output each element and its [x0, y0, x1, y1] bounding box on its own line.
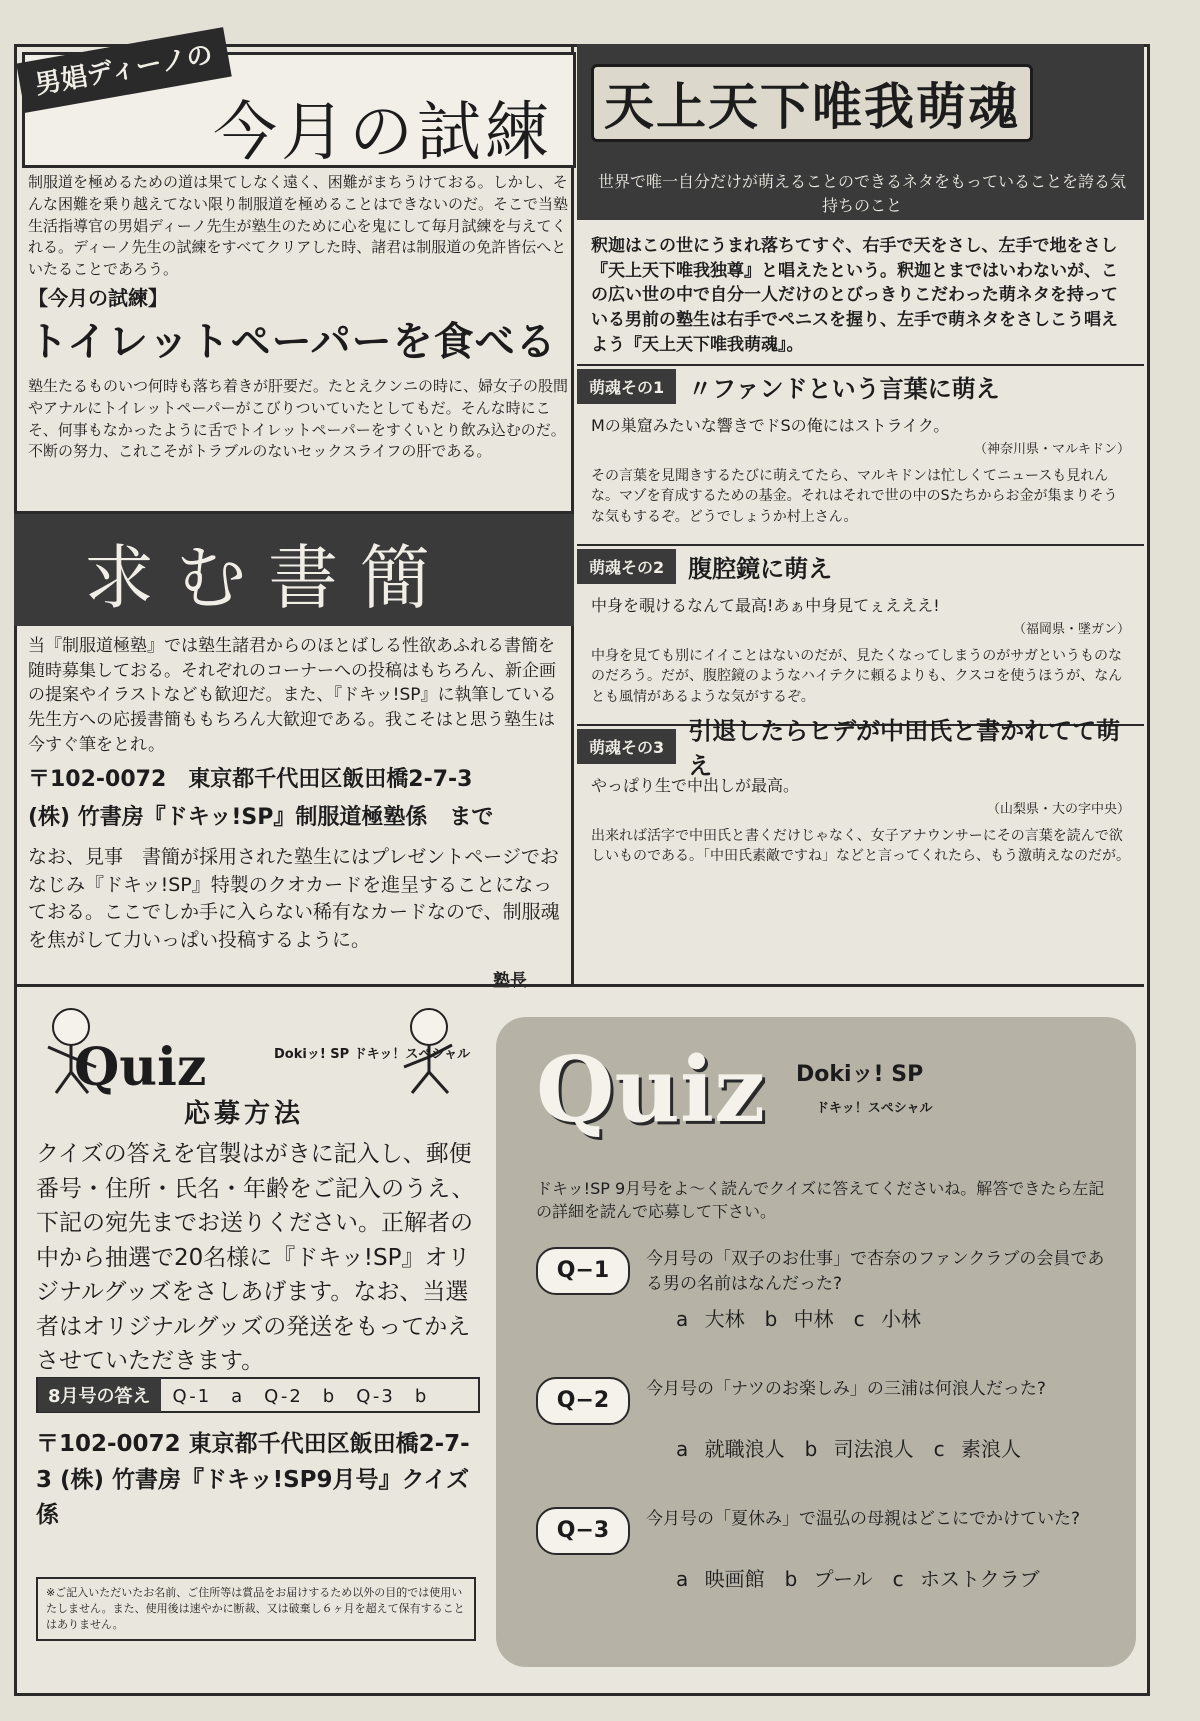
trial-task: トイレットペーパーを食べる [28, 319, 557, 365]
quiz-logo: Quiz [536, 1037, 766, 1143]
letters-title: 求む書簡 [84, 537, 452, 619]
letters-body: 当『制服道極塾』では塾生諸君からのほとばしる性欲あふれる書簡を随時募集しておる。それぞれのコーナーへの投稿はもちろん、新企画の提案やイラストなども歓迎だ。また、『ドキッ!SP』に執筆している先生方への応援書簡ももちろん大歓迎である。我こそはと思う塾生は今すぐ筆をとれ。 [28, 636, 557, 755]
moe-item-tag: 萌魂その1 [577, 369, 676, 404]
quiz-question-1 [536, 1247, 1116, 1367]
question-text: 今月号の「ナツのお楽しみ」の三浦は何浪人だった? [646, 1379, 1046, 1399]
moe-item-quote: Mの巣窟みたいな響きでドSの俺にはストライク。 [591, 416, 950, 435]
moe-item-2 [577, 544, 1144, 707]
trial-task-label: 【今月の試練】 [28, 286, 168, 310]
previous-answers [36, 1377, 480, 1413]
moe-item-source: （山梨県・大の字中央） [986, 802, 1130, 818]
letters-note: なお、見事 書簡が採用された塾生にはプレゼントページでおなじみ『ドキッ!SP』特製のクオカードを進呈することになっておる。ここでしか手に入らない稀有なカードなので、制服魂を焦がして力いっぱい投稿するように。 [28, 846, 560, 951]
question-options: a 大林 b 中林 c 小林 [676, 1307, 922, 1331]
letters-address-line2: (株) 竹書房『ドキッ!SP』制服道極塾係 まで [28, 805, 494, 830]
moe-title: 天上天下唯我萌魂 [591, 64, 1033, 142]
trial-title: 今月の試練 [213, 96, 553, 170]
moe-item-comment: 中身を見ても別にイイことはないのだが、見たくなってしまうのがサガというものなのだろう。だが、腹腔鏡のようなハイテクに頼るよりも、クスコを使うほうが、なんとも風情があるような気がするぞ。 [591, 648, 1123, 705]
moe-item-comment: 出来れば活字で中田氏と書くだけじゃなく、女子アナウンサーにその言葉を読んで欲しいものである。「中田氏素敵ですね」などと言ってくれたら、もう激萌えなのだが。 [591, 828, 1130, 865]
trial-intro: 制服道を極めるための道は果てしなく遠く、困難がまちうけておる。しかし、そんな困難を乗り越えてない限り制服道を極めることはできないのだ。そこで当塾生活指導官の男娼ディーノ先生が塾生のために心を鬼にして毎月試練を与えてくれる。ディーノ先生の試練をすべてクリアした時、諸君は制服道の免許皆伝へといたることであろう。 [28, 173, 569, 278]
quiz-question-3 [536, 1507, 1116, 1627]
letters-address-line1: 〒102-0072 東京都千代田区飯田橋2-7-3 [28, 767, 473, 792]
moe-item-title: 〃ファンドという言葉に萌え [688, 374, 1000, 403]
moe-item-tag: 萌魂その3 [577, 729, 676, 764]
trial-body: 塾生たるものいつ何時も落ち着きが肝要だ。たとえクンニの時に、婦女子の股間やアナルにトイレットペーパーがこびりついていたとしてもだ。そんな時にこそ、何事もなかったように舌でトイレットペーパーをすくいとり飲み込むのだ。不断の努力、これこそがトラブルのないセックスライフの肝である。 [28, 377, 569, 461]
question-text: 今月号の「双子のお仕事」で杏奈のファンクラブの会員である男の名前はなんだった? [646, 1249, 1105, 1294]
moe-item-title: 引退したらヒデが中田氏と書かれてて萌え [688, 717, 1121, 780]
moe-section [577, 44, 1144, 984]
moe-item-source: （福岡県・墜ガン） [1012, 622, 1130, 638]
moe-subtitle: 世界で唯一自分だけが萌えることのできるネタをもっていることを誇る気持ちのこと [597, 172, 1126, 215]
moe-item-comment: その言葉を見聞きするたびに萌えてたら、マルキドンは忙しくてニュースも見れんな。マゾを育成するための基金。それはそれで世の中のSたちからお金が集まりそうな気もするぞ。どうでしょうか村上さん。 [591, 468, 1118, 525]
moe-item-3 [577, 717, 1144, 867]
previous-answers-label: 8月号の答え [38, 1378, 161, 1412]
quiz-logo-small-sub: Dokiッ! SP ドキッ！スペシャル [274, 1047, 471, 1062]
monthly-trial-section [14, 39, 574, 514]
moe-item-tag: 萌魂その2 [577, 549, 676, 584]
privacy-note: ※ご記入いただいたお名前、ご住所等は賞品をお届けするため以外の目的では使用いたしません。また、使用後は速やかに断裁、又は破棄し６ヶ月を超えて保有することはありません。 [36, 1577, 476, 1641]
letters-sign: 塾長 [493, 971, 527, 991]
entry-method-title: 応募方法 [184, 1099, 305, 1129]
trial-label: 男娼ディーノの [16, 27, 231, 113]
question-options: a 映画館 b プール c ホストクラブ [676, 1567, 1040, 1591]
question-text: 今月号の「夏休み」で温弘の母親はどこにでかけていた? [646, 1509, 1081, 1529]
quiz-intro: ドキッ!SP 9月号をよ〜く読んでクイズに答えてくださいね。解答できたら左記の詳細を読んで応募して下さい。 [536, 1179, 1105, 1222]
previous-answers-values: Q-1 a Q-2 b Q-3 b [172, 1386, 429, 1407]
moe-item-title: 腹腔鏡に萌え [688, 554, 833, 583]
quiz-address: 〒102-0072 東京都千代田区飯田橋2-7-3 (株) 竹書房『ドキッ!SP9月号』クイズ係 [36, 1431, 470, 1529]
trial-title-box [22, 39, 576, 170]
question-label: Q−1 [536, 1247, 630, 1295]
question-label: Q−2 [536, 1377, 630, 1425]
quiz-logo-sub: Dokiッ! SP [796, 1062, 924, 1087]
quiz-entry-panel [14, 987, 484, 1693]
moe-banner [577, 44, 1144, 220]
moe-intro: 釈迦はこの世にうまれ落ちてすぐ、右手で天をさし、左手で地をさし『天上天下唯我独尊』と唱えたという。釈迦とまではいわないが、この広い世の中で自分一人だけのとびっきりこだわった萌ネタを持っている男前の塾生は右手でペニスを握り、左手で萌ネタをさしこう唱えよう『天上天下唯我萌魂』。 [591, 236, 1118, 355]
moe-item-source: （神奈川県・マルキドン） [973, 442, 1130, 458]
quiz-section [14, 984, 1144, 1690]
moe-item-1 [577, 364, 1144, 527]
entry-method-body: クイズの答えを官製はがきに記入し、郵便番号・住所・氏名・年齢をご記入のうえ、下記の宛先までお送りください。正解者の中から抽選で20名様に『ドキッ!SP』オリジナルグッズをさしあげます。なお、当選者はオリジナルグッズの発送をもってかえさせていただきます。 [36, 1141, 475, 1374]
moe-item-quote: 中身を覗けるなんて最高!あぁ中身見てぇえええ! [591, 596, 940, 615]
quiz-question-2 [536, 1377, 1116, 1497]
quiz-logo-small: Quiz [74, 1037, 207, 1098]
quiz-questions-panel [496, 1017, 1136, 1667]
question-options: a 就職浪人 b 司法浪人 c 素浪人 [676, 1437, 1022, 1461]
letters-section [14, 514, 574, 991]
letters-banner [14, 514, 574, 626]
quiz-logo-sub2: ドキッ！スペシャル [816, 1101, 933, 1116]
question-label: Q−3 [536, 1507, 630, 1555]
moe-item-quote: やっぱり生で中出しが最高。 [591, 776, 800, 795]
